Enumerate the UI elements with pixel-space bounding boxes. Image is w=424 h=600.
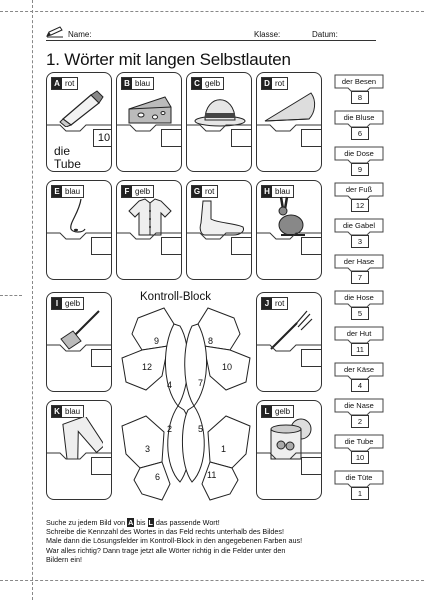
word-label: die Gabel (342, 221, 376, 230)
answer-box[interactable] (301, 129, 322, 147)
word-number: 9 (351, 163, 369, 176)
pencil-icon (46, 26, 64, 38)
word-tag (334, 362, 384, 392)
kb-num: 7 (198, 378, 204, 388)
word-number: 6 (351, 127, 369, 140)
answer-box[interactable] (91, 349, 112, 367)
word-tag (334, 254, 384, 284)
word-label: die Nase (344, 401, 374, 410)
kb-num: 6 (155, 472, 161, 482)
word-number: 2 (351, 415, 369, 428)
card-i: I gelb (46, 292, 112, 392)
card-d: D rot (256, 72, 322, 172)
card-f: F gelb (116, 180, 182, 280)
cut-line-top (0, 11, 424, 12)
card-a (46, 72, 112, 172)
kb-num: 10 (222, 362, 233, 372)
word-number: 5 (351, 307, 369, 320)
word-number: 3 (351, 235, 369, 248)
class-label: Klasse: (254, 30, 281, 39)
card-j: J rot (256, 292, 322, 392)
punch-mark (0, 295, 22, 296)
kb-num: 12 (142, 362, 153, 372)
cut-line-bottom (0, 580, 424, 581)
word-tag (334, 434, 384, 464)
kb-num: 1 (221, 444, 227, 454)
kb-num: 3 (145, 444, 151, 454)
word-number: 7 (351, 271, 369, 284)
card-h: H blau (256, 180, 322, 280)
answer-box[interactable] (91, 457, 112, 475)
answer-box[interactable] (301, 457, 322, 475)
kontroll-block-figure (118, 306, 254, 502)
name-label: Name: (68, 30, 92, 39)
cut-line-left (32, 0, 33, 600)
word-tag (334, 398, 384, 428)
word-number: 4 (351, 379, 369, 392)
word-label: die Tube (344, 437, 374, 446)
card-b: B blau (116, 72, 182, 172)
word-tag (334, 218, 384, 248)
answer-box[interactable] (231, 129, 252, 147)
word-label: die Bluse (343, 113, 375, 122)
word-label: die Hose (344, 293, 374, 302)
answer-box[interactable] (161, 129, 182, 147)
answer-box[interactable] (231, 237, 252, 255)
word-number: 8 (351, 91, 369, 104)
kb-num: 9 (154, 336, 160, 346)
card-k: K blau (46, 400, 112, 500)
kb-num: 4 (167, 380, 173, 390)
word-label: der Besen (341, 77, 377, 86)
word-tag (334, 326, 384, 356)
word-tag (334, 110, 384, 140)
word-label: der Käse (343, 365, 375, 374)
header-line (46, 40, 376, 41)
card-g: G rot (186, 180, 252, 280)
answer-box[interactable] (301, 349, 322, 367)
kb-num: 11 (207, 470, 217, 480)
word-tag (334, 290, 384, 320)
word-number: 11 (351, 343, 369, 356)
kontroll-block-title: Kontroll-Block (140, 291, 211, 303)
kb-num: 5 (198, 424, 204, 434)
date-label: Datum: (312, 30, 338, 39)
card-c: C gelb (186, 72, 252, 172)
word-number: 12 (351, 199, 369, 212)
answer-box[interactable] (91, 237, 112, 255)
word-label: die Tüte (345, 473, 373, 482)
word-number: 10 (351, 451, 369, 464)
card-tag: A rot (51, 77, 78, 90)
answer-box[interactable] (301, 237, 322, 255)
word-tag (334, 74, 384, 104)
example-number-box: 10 (93, 129, 112, 147)
word-label: der Hase (343, 257, 375, 266)
kb-num: 8 (208, 336, 214, 346)
word-tag (334, 182, 384, 212)
card-e: E blau (46, 180, 112, 280)
word-label: die Dose (344, 149, 374, 158)
answer-box[interactable] (161, 237, 182, 255)
example-word: die Tube (54, 144, 81, 171)
instructions: Suche zu jedem Bild von A bis L das passende Wort! Schreibe die Kennzahl des Wortes in das Feld rechts unterhalb des Bildes! Male dann die Lösungsfelder im Kontroll-Block in den angegebenen Farben aus! War alles richtig? Dann trage jetzt alle Wörter richtig in die Felder unter den Bildern ein! (46, 518, 303, 564)
kb-num: 2 (167, 424, 173, 434)
word-label: der Fuß (345, 185, 373, 194)
word-label: der Hut (346, 329, 372, 338)
word-tag (334, 470, 384, 500)
page-title: 1. Wörter mit langen Selbstlauten (46, 50, 291, 69)
card-l: L gelb (256, 400, 322, 500)
word-tag (334, 146, 384, 176)
word-number: 1 (351, 487, 369, 500)
